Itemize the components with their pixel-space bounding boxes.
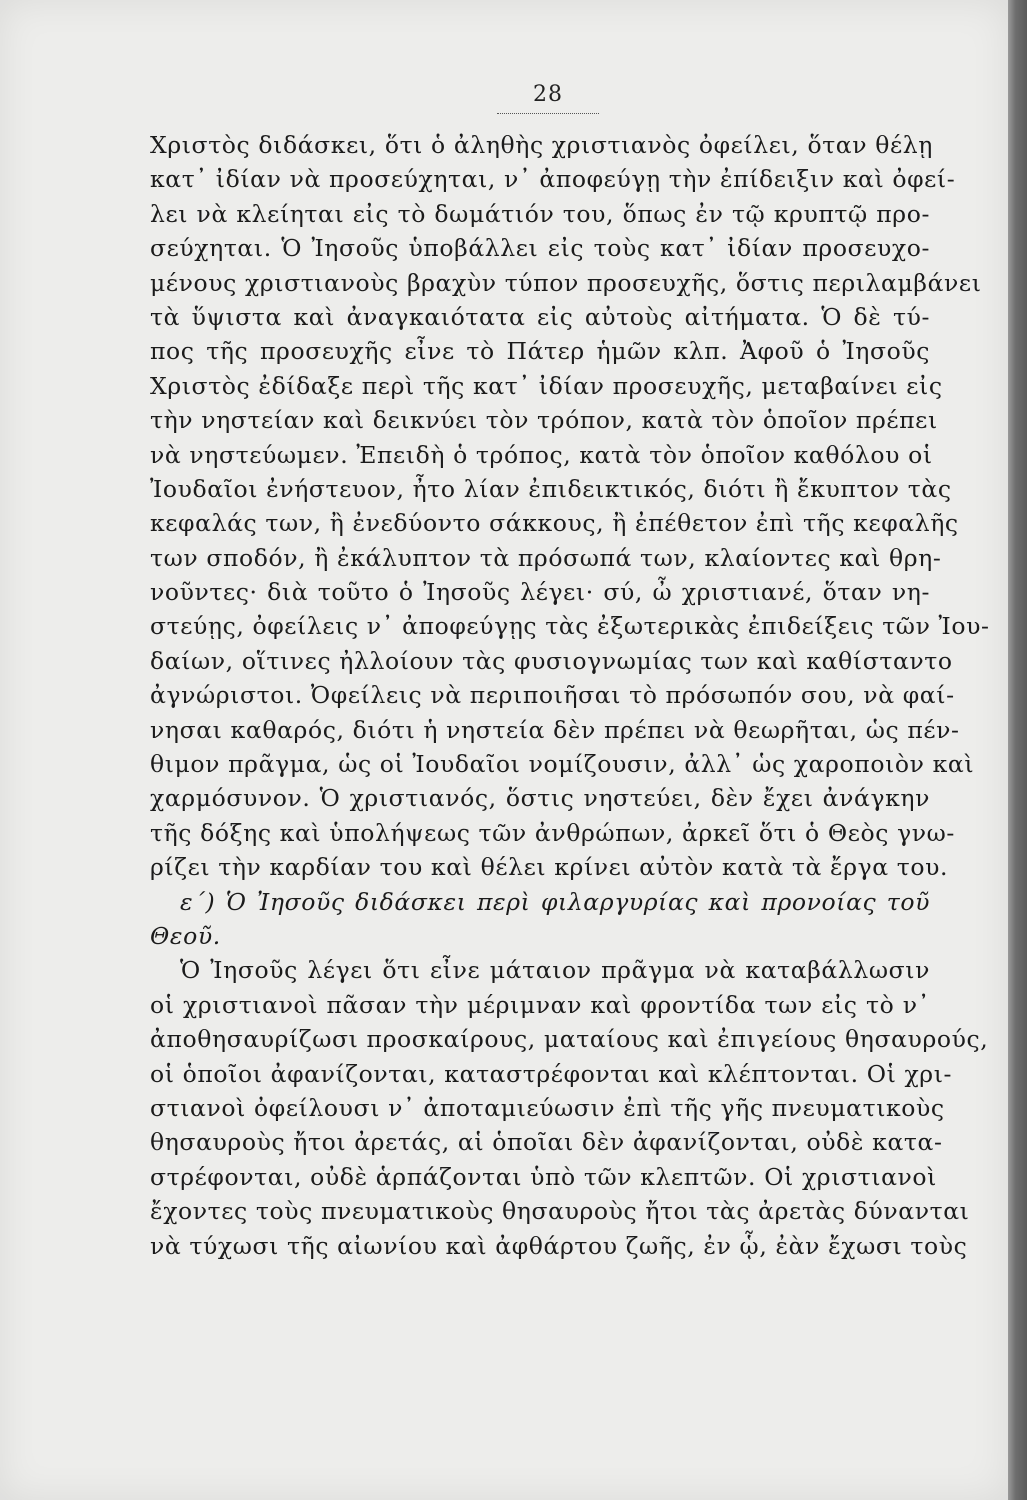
page-binding-edge	[1008, 0, 1027, 1500]
paragraph-line: ἀποθησαυρίζωσι προσκαίρους, ματαίους καὶ ἐπιγείους θησαυρούς,	[150, 1025, 989, 1054]
text-line: νησαι καθαρός, διότι ἡ νηστεία δὲν πρέπει νὰ θεωρῆται, ὡς πέν-	[150, 715, 960, 744]
text-line: Χριστὸς διδάσκει, ὅτι ὁ ἀληθὴς χριστιανὸς ὀφείλει, ὅταν θέλῃ	[150, 131, 933, 159]
paragraph-line: Ὁ Ἰησοῦς λέγει ὅτι εἶνε μάταιον πρᾶγμα νὰ καταβάλλωσιν	[180, 956, 930, 985]
text-line: δαίων, οἵτινες ἠλλοίουν τὰς φυσιογνωμίας των καὶ καθίσταντο	[150, 646, 953, 675]
text-line: στεύῃς, ὀφείλεις ν᾽ ἀποφεύγῃς τὰς ἐξωτερικὰς ἐπιδείξεις τῶν Ἰου-	[150, 612, 990, 641]
text-line: Ἰουδαῖοι ἐνήστευον, ἦτο λίαν ἐπιδεικτικός, διότι ἢ ἔκυπτον τὰς	[150, 474, 952, 503]
page-number: 28	[533, 82, 563, 107]
text-line: χαρμόσυνον. Ὁ χριστιανός, ὅστις νηστεύει, δὲν ἔχει ἀνάγκην	[150, 784, 930, 813]
paragraph-line: οἱ ὁποῖοι ἀφανίζονται, καταστρέφονται καὶ κλέπτονται. Οἱ χρι-	[150, 1059, 953, 1088]
text-line: κατ᾽ ἰδίαν νὰ προσεύχηται, ν᾽ ἀποφεύγῃ τὴν ἐπίδειξιν καὶ ὀφεί-	[150, 165, 956, 194]
text-line: τῆς δόξης καὶ ὑπολήψεως τῶν ἀνθρώπων, ἀρκεῖ ὅτι ὁ Θεὸς γνω-	[150, 818, 955, 847]
text-line: τὴν νηστείαν καὶ δεικνύει τὸν τρόπον, κατὰ τὸν ὁποῖον πρέπει	[150, 406, 938, 435]
page-number-rule	[497, 113, 599, 114]
text-line: πος τῆς προσευχῆς εἶνε τὸ Πάτερ ἡμῶν κλπ. Ἀφοῦ ὁ Ἰησοῦς	[150, 337, 930, 366]
paragraph-line: νὰ τύχωσι τῆς αἰωνίου καὶ ἀφθάρτου ζωῆς, ἐν ᾧ, ἐὰν ἔχωσι τοὺς	[150, 1231, 968, 1260]
text-line: σεύχηται. Ὁ Ἰησοῦς ὑποβάλλει εἰς τοὺς κατ᾽ ἰδίαν προσευχο-	[150, 234, 930, 263]
text-line: νὰ νηστεύωμεν. Ἐπειδὴ ὁ τρόπος, κατὰ τὸν ὁποῖον καθόλου οἱ	[150, 440, 933, 469]
section-heading-continuation: Θεοῦ.	[150, 921, 221, 950]
page-text	[150, 128, 990, 1263]
text-line: θιμον πρᾶγμα, ὡς οἱ Ἰουδαῖοι νομίζουσιν, ἀλλ᾽ ὡς χαροποιὸν καὶ	[150, 750, 975, 779]
section-heading: ε΄) Ὁ Ἰησοῦς διδάσκει περὶ φιλαργυρίας καὶ προνοίας τοῦ	[180, 887, 930, 916]
paragraph-line: στιανοὶ ὀφείλουσι ν᾽ ἀποταμιεύωσιν ἐπὶ τῆς γῆς πνευματικοὺς	[150, 1093, 945, 1122]
text-line: των σποδόν, ἢ ἐκάλυπτον τὰ πρόσωπά των, κλαίοντες καὶ θρη-	[150, 543, 942, 572]
text-line: τὰ ὕψιστα καὶ ἀναγκαιότατα εἰς αὐτοὺς αἰτήματα. Ὁ δὲ τύ-	[150, 302, 930, 331]
paragraph-line: ἔχοντες τοὺς πνευματικοὺς θησαυροὺς ἤτοι τὰς ἀρετὰς δύνανται	[150, 1197, 970, 1226]
text-line: κεφαλάς των, ἢ ἐνεδύοντο σάκκους, ἢ ἐπέθετον ἐπὶ τῆς κεφαλῆς	[150, 509, 959, 538]
text-line: Χριστὸς ἐδίδαξε περὶ τῆς κατ᾽ ἰδίαν προσευχῆς, μεταβαίνει εἰς	[150, 371, 943, 400]
paragraph-line: στρέφονται, οὐδὲ ἁρπάζονται ὑπὸ τῶν κλεπτῶν. Οἱ χριστιανοὶ	[150, 1162, 937, 1191]
text-line: ἀγνώριστοι. Ὀφείλεις νὰ περιποιῆσαι τὸ πρόσωπόν σου, νὰ φαί-	[150, 681, 955, 710]
paragraph-line: οἱ χριστιανοὶ πᾶσαν τὴν μέριμναν καὶ φροντίδα των εἰς τὸ ν᾽	[150, 990, 930, 1019]
text-line: λει νὰ κλείηται εἰς τὸ δωμάτιόν του, ὅπως ἐν τῷ κρυπτῷ προ-	[150, 199, 930, 228]
text-line: νοῦντες· διὰ τοῦτο ὁ Ἰησοῦς λέγει· σύ, ὦ χριστιανέ, ὅταν νη-	[150, 578, 930, 607]
paragraph-line: θησαυροὺς ἤτοι ἀρετάς, αἱ ὁποῖαι δὲν ἀφανίζονται, οὐδὲ κατα-	[150, 1128, 943, 1157]
text-line: μένους χριστιανοὺς βραχὺν τύπον προσευχῆς, ὅστις περιλαμβάνει	[150, 268, 982, 297]
text-line: ρίζει τὴν καρδίαν του καὶ θέλει κρίνει αὐτὸν κατὰ τὰ ἔργα του.	[150, 853, 949, 882]
